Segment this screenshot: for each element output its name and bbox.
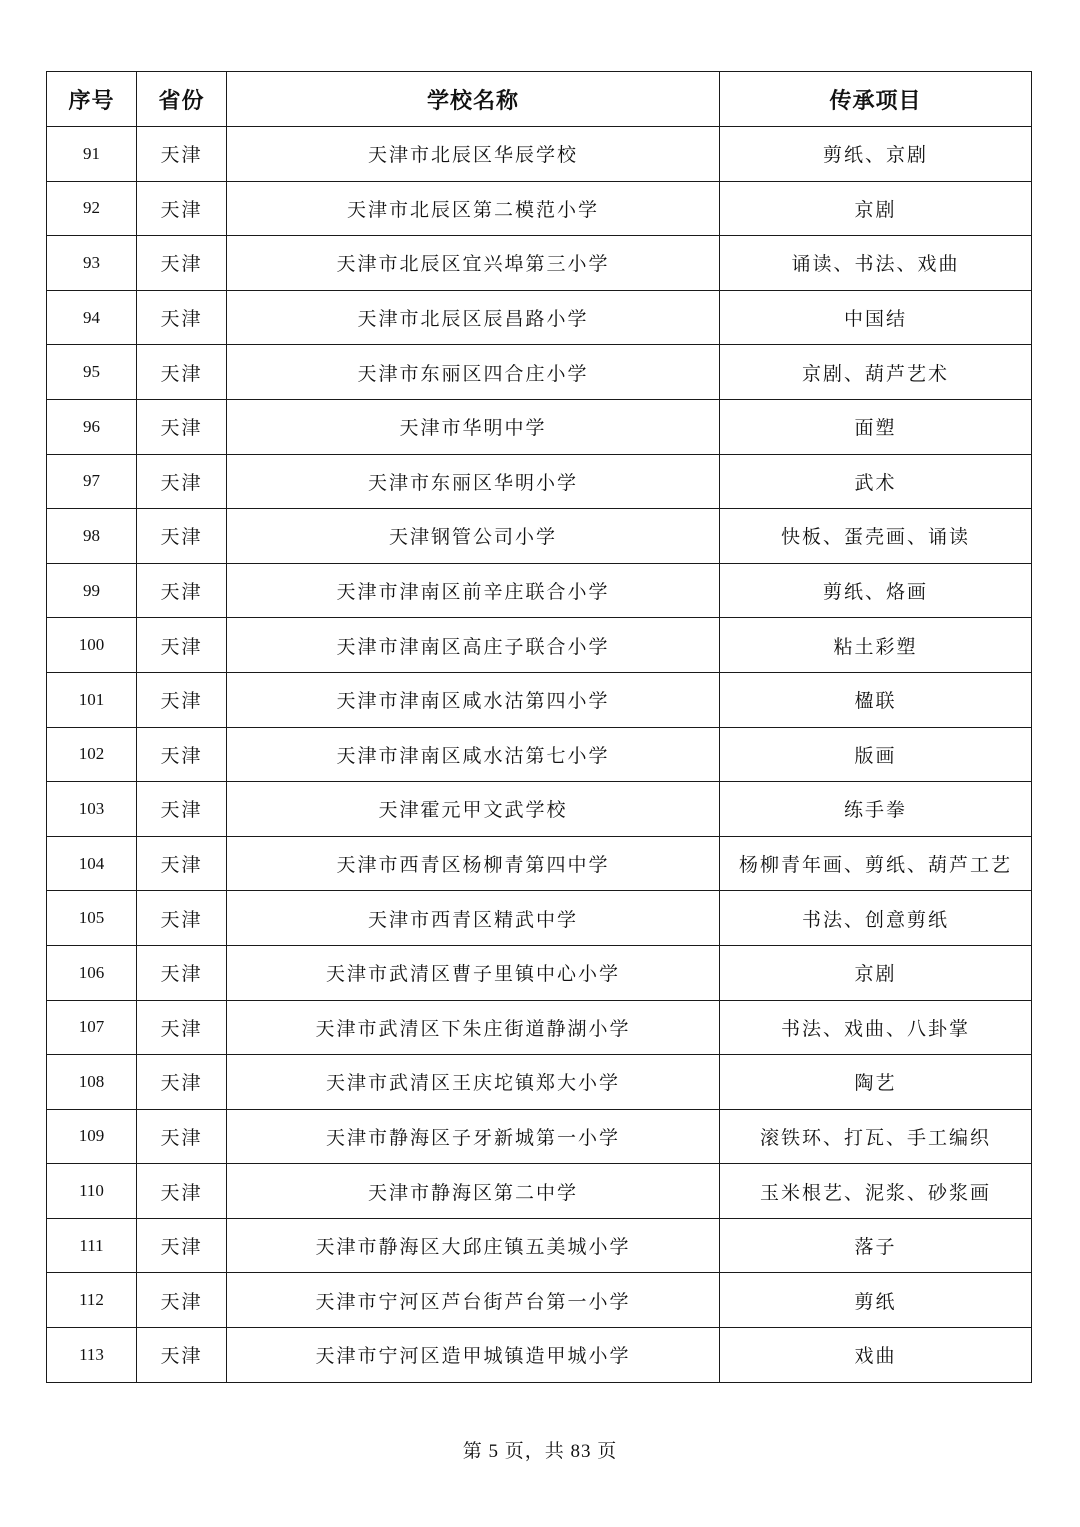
cell-school-name: 天津市静海区子牙新城第一小学	[227, 1109, 720, 1164]
cell-number: 110	[47, 1164, 137, 1219]
cell-province: 天津	[137, 1218, 227, 1273]
cell-heritage-project: 面塑	[720, 399, 1032, 454]
cell-province: 天津	[137, 618, 227, 673]
school-table-container	[46, 71, 1031, 1383]
table-row	[47, 509, 1032, 564]
cell-heritage-project: 剪纸	[720, 1273, 1032, 1328]
header-number: 序号	[47, 72, 137, 127]
cell-school-name: 天津市武清区曹子里镇中心小学	[227, 945, 720, 1000]
table-row	[47, 1109, 1032, 1164]
cell-heritage-project: 练手拳	[720, 782, 1032, 837]
cell-school-name: 天津市北辰区宜兴埠第三小学	[227, 236, 720, 291]
table-row	[47, 454, 1032, 509]
cell-number: 95	[47, 345, 137, 400]
cell-number: 109	[47, 1109, 137, 1164]
cell-school-name: 天津市东丽区华明小学	[227, 454, 720, 509]
cell-number: 99	[47, 563, 137, 618]
cell-heritage-project: 剪纸、京剧	[720, 127, 1032, 182]
table-row	[47, 672, 1032, 727]
cell-number: 96	[47, 399, 137, 454]
cell-province: 天津	[137, 563, 227, 618]
cell-number: 92	[47, 181, 137, 236]
cell-province: 天津	[137, 1273, 227, 1328]
header-heritage-project: 传承项目	[720, 72, 1032, 127]
table-header	[47, 72, 1032, 127]
table-row	[47, 1055, 1032, 1110]
cell-heritage-project: 滚铁环、打瓦、手工编织	[720, 1109, 1032, 1164]
cell-school-name: 天津市武清区王庆坨镇郑大小学	[227, 1055, 720, 1110]
cell-school-name: 天津市武清区下朱庄街道静湖小学	[227, 1000, 720, 1055]
cell-number: 108	[47, 1055, 137, 1110]
cell-heritage-project: 京剧、葫芦艺术	[720, 345, 1032, 400]
cell-school-name: 天津市东丽区四合庄小学	[227, 345, 720, 400]
cell-province: 天津	[137, 236, 227, 291]
cell-heritage-project: 书法、戏曲、八卦掌	[720, 1000, 1032, 1055]
cell-province: 天津	[137, 782, 227, 837]
table-row	[47, 236, 1032, 291]
cell-province: 天津	[137, 1055, 227, 1110]
cell-school-name: 天津钢管公司小学	[227, 509, 720, 564]
cell-province: 天津	[137, 1328, 227, 1383]
table-row	[47, 836, 1032, 891]
cell-heritage-project: 京剧	[720, 945, 1032, 1000]
cell-school-name: 天津市静海区第二中学	[227, 1164, 720, 1219]
cell-province: 天津	[137, 672, 227, 727]
cell-heritage-project: 剪纸、烙画	[720, 563, 1032, 618]
cell-number: 106	[47, 945, 137, 1000]
cell-school-name: 天津市静海区大邱庄镇五美城小学	[227, 1218, 720, 1273]
cell-number: 100	[47, 618, 137, 673]
cell-province: 天津	[137, 1000, 227, 1055]
table-row	[47, 891, 1032, 946]
table-row	[47, 181, 1032, 236]
page-number-footer: 第 5 页，共 83 页	[462, 1441, 618, 1462]
cell-school-name: 天津市北辰区第二模范小学	[227, 181, 720, 236]
table-row	[47, 945, 1032, 1000]
cell-school-name: 天津市北辰区华辰学校	[227, 127, 720, 182]
table-row	[47, 1164, 1032, 1219]
cell-province: 天津	[137, 509, 227, 564]
cell-province: 天津	[137, 181, 227, 236]
cell-heritage-project: 落子	[720, 1218, 1032, 1273]
cell-heritage-project: 快板、蛋壳画、诵读	[720, 509, 1032, 564]
cell-number: 104	[47, 836, 137, 891]
cell-school-name: 天津市西青区精武中学	[227, 891, 720, 946]
cell-number: 103	[47, 782, 137, 837]
cell-heritage-project: 戏曲	[720, 1328, 1032, 1383]
table-row	[47, 127, 1032, 182]
cell-number: 113	[47, 1328, 137, 1383]
cell-number: 98	[47, 509, 137, 564]
cell-province: 天津	[137, 290, 227, 345]
cell-number: 97	[47, 454, 137, 509]
cell-province: 天津	[137, 836, 227, 891]
cell-province: 天津	[137, 945, 227, 1000]
cell-school-name: 天津市西青区杨柳青第四中学	[227, 836, 720, 891]
cell-heritage-project: 版画	[720, 727, 1032, 782]
cell-heritage-project: 中国结	[720, 290, 1032, 345]
cell-province: 天津	[137, 345, 227, 400]
cell-number: 111	[47, 1218, 137, 1273]
cell-school-name: 天津霍元甲文武学校	[227, 782, 720, 837]
cell-heritage-project: 武术	[720, 454, 1032, 509]
cell-number: 93	[47, 236, 137, 291]
table-row	[47, 618, 1032, 673]
cell-school-name: 天津市津南区咸水沽第七小学	[227, 727, 720, 782]
cell-school-name: 天津市津南区前辛庄联合小学	[227, 563, 720, 618]
cell-province: 天津	[137, 399, 227, 454]
cell-number: 105	[47, 891, 137, 946]
cell-heritage-project: 楹联	[720, 672, 1032, 727]
table-row	[47, 727, 1032, 782]
cell-number: 101	[47, 672, 137, 727]
cell-province: 天津	[137, 1109, 227, 1164]
table-row	[47, 399, 1032, 454]
cell-number: 102	[47, 727, 137, 782]
header-province: 省份	[137, 72, 227, 127]
cell-heritage-project: 粘土彩塑	[720, 618, 1032, 673]
table-row	[47, 782, 1032, 837]
cell-number: 94	[47, 290, 137, 345]
cell-province: 天津	[137, 127, 227, 182]
cell-heritage-project: 书法、创意剪纸	[720, 891, 1032, 946]
cell-school-name: 天津市宁河区造甲城镇造甲城小学	[227, 1328, 720, 1383]
cell-heritage-project: 杨柳青年画、剪纸、葫芦工艺	[720, 836, 1032, 891]
school-table	[46, 71, 1032, 1383]
table-row	[47, 345, 1032, 400]
cell-school-name: 天津市宁河区芦台街芦台第一小学	[227, 1273, 720, 1328]
cell-province: 天津	[137, 454, 227, 509]
cell-heritage-project: 玉米根艺、泥浆、砂浆画	[720, 1164, 1032, 1219]
table-row	[47, 563, 1032, 618]
cell-province: 天津	[137, 1164, 227, 1219]
table-row	[47, 1273, 1032, 1328]
cell-number: 107	[47, 1000, 137, 1055]
cell-school-name: 天津市华明中学	[227, 399, 720, 454]
cell-province: 天津	[137, 727, 227, 782]
table-row	[47, 1218, 1032, 1273]
cell-number: 112	[47, 1273, 137, 1328]
table-row	[47, 290, 1032, 345]
cell-school-name: 天津市津南区咸水沽第四小学	[227, 672, 720, 727]
cell-province: 天津	[137, 891, 227, 946]
table-row	[47, 1328, 1032, 1383]
cell-heritage-project: 京剧	[720, 181, 1032, 236]
cell-school-name: 天津市津南区高庄子联合小学	[227, 618, 720, 673]
table-row	[47, 1000, 1032, 1055]
header-row	[47, 72, 1032, 127]
cell-heritage-project: 陶艺	[720, 1055, 1032, 1110]
header-school-name: 学校名称	[227, 72, 720, 127]
cell-number: 91	[47, 127, 137, 182]
table-body	[47, 127, 1032, 1383]
cell-school-name: 天津市北辰区辰昌路小学	[227, 290, 720, 345]
cell-heritage-project: 诵读、书法、戏曲	[720, 236, 1032, 291]
